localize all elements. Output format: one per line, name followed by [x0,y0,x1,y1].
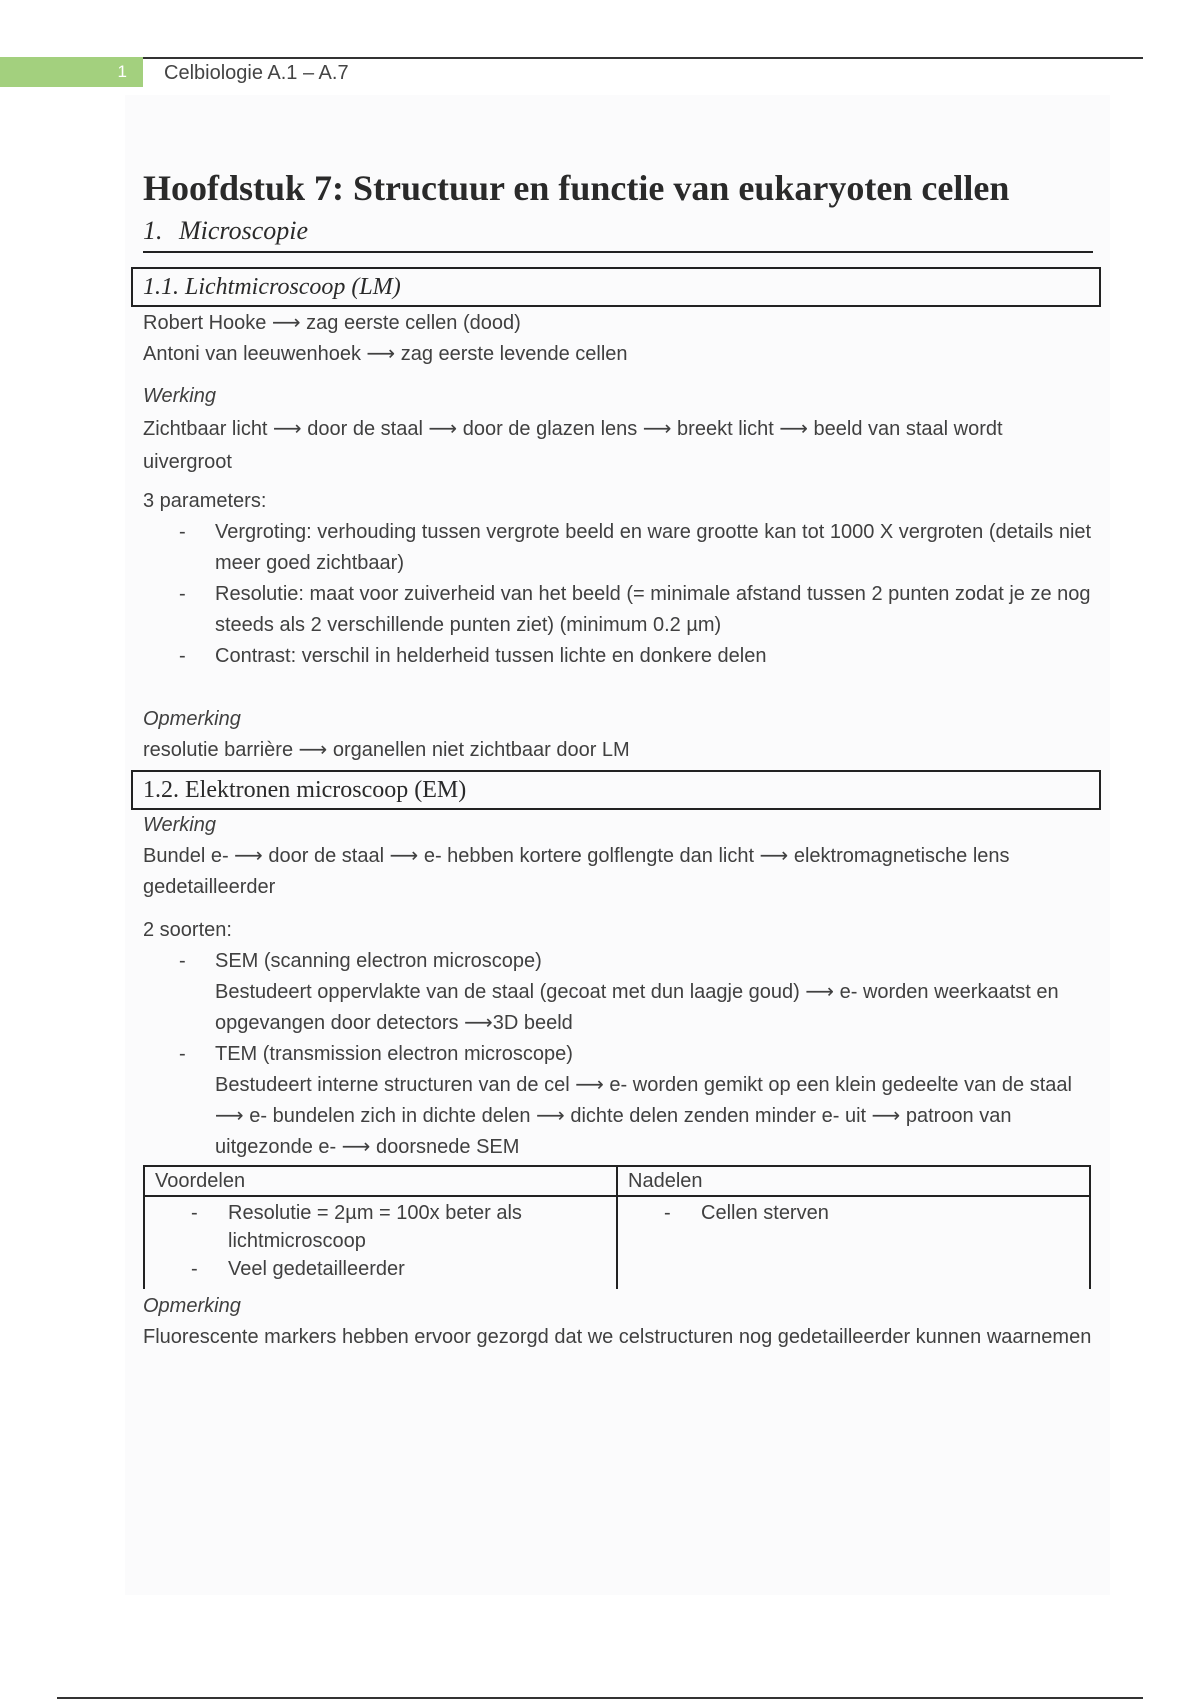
list-item: - Resolutie: maat voor zuiverheid van het beeld (= minimale afstand tussen 2 punten zodat je ze nog steeds als 2 verschillende punten ziet) (minimum 0.2 µm) [143,579,1093,641]
history-line: Antoni van leeuwenhoek ⟶ zag eerste levende cellen [143,343,628,365]
table-cell [144,1196,617,1289]
footer-rule [57,1697,1143,1699]
section-title: Microscopie [179,216,308,245]
list-item: - Vergroting: verhouding tussen vergrote beeld en ware grootte kan tot 1000 X vergroten (details niet meer goed zichtbaar) [143,517,1093,579]
list-item: - Contrast: verschil in helderheid tussen lichte en donkere delen [143,641,1093,672]
params-list [143,517,1093,672]
params-label: 3 parameters: [143,490,267,512]
werking-text: Bundel e- ⟶ door de staal ⟶ e- hebben kortere golflengte dan licht ⟶ elektromagnetische lens gedetailleerder [143,845,1010,898]
list-item: - Cellen sterven [618,1199,1089,1227]
werking-label: Werking [143,385,216,407]
cons-list [618,1199,1089,1227]
list-item [143,946,1093,1039]
subsection-heading-em: 1.2. Elektronen microscoop (EM) [131,770,1101,810]
subsection-heading-lm: 1.1. Lichtmicroscoop (LM) [131,267,1101,307]
document-body [143,165,1093,1353]
remark-text: resolutie barrière ⟶ organellen niet zichtbaar door LM [143,739,630,761]
remark-text: Fluorescente markers hebben ervoor gezorgd dat we celstructuren nog gedetailleerder kunnen waarnemen [143,1326,1092,1348]
werking-text: Zichtbaar licht ⟶ door de staal ⟶ door de glazen lens ⟶ breekt licht ⟶ beeld van staal wordt uivergroot [143,418,1003,473]
chapter-title: Hoofdstuk 7: Structuur en functie van eukaryoten cellen [143,168,1010,208]
type-name: - TEM (transmission electron microscope) [215,1043,573,1065]
section-heading [143,215,1093,253]
werking-label: Werking [143,814,216,836]
page-number: 1 [0,57,143,87]
type-description: Bestudeert oppervlakte van de staal (gecoat met dun laagje goud) ⟶ e- worden weerkaatst en opgevangen door detectors ⟶3D beeld [215,981,1059,1034]
remark-label: Opmerking [143,708,241,730]
section-number: 1. [143,216,163,245]
list-item: - Resolutie = 2µm = 100x beter als lichtmicroscoop [145,1199,616,1255]
pros-list [145,1199,616,1283]
type-name: - SEM (scanning electron microscope) [215,950,542,972]
header-title: Celbiologie A.1 – A.7 [164,62,349,84]
pros-cons-table [143,1165,1091,1289]
table-header: Voordelen [144,1166,617,1196]
history-line: Robert Hooke ⟶ zag eerste cellen (dood) [143,312,521,334]
table-header: Nadelen [617,1166,1090,1196]
types-label: 2 soorten: [143,919,232,941]
table-cell [617,1196,1090,1289]
list-item [143,1039,1093,1163]
remark-label: Opmerking [143,1295,241,1317]
list-item: - Veel gedetailleerder [145,1255,616,1283]
types-list [143,946,1093,1163]
page-header [0,57,1143,87]
type-description: Bestudeert interne structuren van de cel ⟶ e- worden gemikt op een klein gedeelte van de staal ⟶ e- bundelen zich in dichte delen ⟶ dichte delen zenden minder e- uit ⟶ patroon van uitgezonde e- ⟶ doorsnede SEM [215,1074,1072,1158]
